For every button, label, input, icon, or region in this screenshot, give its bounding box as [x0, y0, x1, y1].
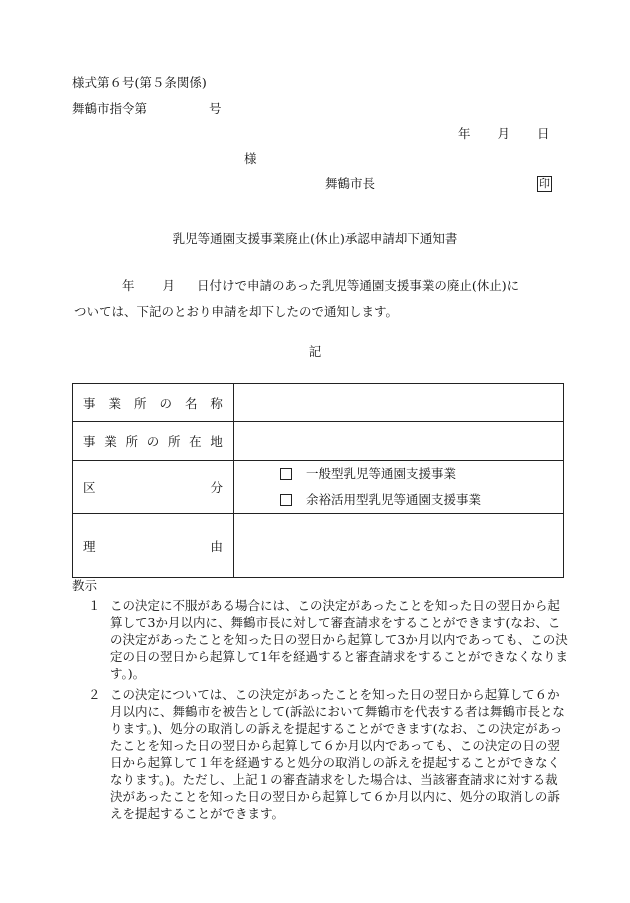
body-year: 年: [122, 278, 135, 293]
category-option-general[interactable]: [244, 461, 553, 487]
issue-date: [458, 126, 550, 142]
label-char: 所: [125, 434, 138, 449]
application-table: [72, 383, 564, 578]
option-surplus-label: 余裕活用型乳児等通園支援事業: [306, 492, 482, 507]
notice-item-1: [72, 597, 568, 682]
category-label-right: 分: [210, 480, 223, 495]
table-row-facility-name: [73, 384, 564, 422]
reason-label-right: 由: [210, 538, 223, 554]
label-char: 称: [210, 395, 223, 411]
date-year: 年: [458, 126, 471, 141]
body-text-1: 日付けで申請のあった乳児等通園支援事業の廃止(休止)に: [197, 278, 520, 293]
checkbox-surplus[interactable]: [280, 494, 292, 506]
reference-number-prefix: 舞鶴市指令第: [72, 101, 148, 116]
form-number: 様式第６号(第５条関係): [72, 75, 207, 90]
label-char: 名: [184, 395, 198, 411]
body-line-1: [74, 273, 566, 299]
label-char: 所: [167, 434, 181, 449]
table-row-reason: [73, 514, 564, 578]
label-char: 事: [83, 395, 96, 411]
category-label-left: 区: [83, 480, 96, 495]
facility-address-label: [73, 422, 234, 461]
addressee-suffix: 様: [244, 151, 257, 166]
issuer-name: 舞鶴市長: [325, 176, 376, 191]
body-month: 月: [162, 278, 176, 293]
facility-address-value[interactable]: [234, 422, 564, 461]
ki-heading: 記: [308, 344, 322, 359]
notice-item-text: この決定については、この決定があったことを知った日の翌日から起算して６か月以内に、舞鶴市を被告として(訴訟において舞鶴市を代表する者は舞鶴市長となります。)、処分の取消しの訴えを提起することができます(なお、この決定があったことを知った日の翌日から起算して６か月以内であっても、この決定の日の翌日から起算して１年を経過すると処分の取消しの訴えを提起することができなくなります。)。ただし、上記１の審査請求をした場合は、当該審査請求に対する裁決があったことを知った日の翌日から起算して６か月以内に、処分の取消しの訴えを提起することができます。: [110, 687, 565, 821]
body-paragraph: [74, 273, 566, 325]
label-char: 地: [210, 434, 223, 449]
reference-number-suffix: 号: [209, 101, 222, 116]
reason-label-left: 理: [83, 538, 96, 554]
reason-value[interactable]: [234, 514, 564, 578]
reason-label: [73, 514, 234, 578]
label-char: 事: [83, 434, 96, 449]
reason-label-text: [83, 537, 223, 555]
facility-address-label-text: [83, 432, 223, 450]
notice-item-text: この決定に不服がある場合には、この決定があったことを知った日の翌日から起算して3か月以内に、舞鶴市長に対して審査請求をすることができます(なお、この決定があったことを知った日の翌日から起算して3か月以内であっても、この決定の日の翌日から起算して1年を経過すると審査請求をすることができなくなります。)。: [110, 598, 568, 681]
facility-name-label: [73, 384, 234, 422]
date-day: 日: [537, 126, 550, 141]
label-char: 所: [133, 395, 147, 411]
option-general-label: 一般型乳児等通園支援事業: [306, 466, 457, 481]
label-char: の: [159, 395, 172, 411]
checkbox-general[interactable]: [280, 468, 292, 480]
category-option-surplus[interactable]: [244, 487, 553, 513]
body-line-2: ついては、下記のとおり申請を却下したので通知します。: [74, 304, 399, 319]
document-title: 乳児等通園支援事業廃止(休止)承認申請却下通知書: [172, 231, 458, 246]
notice-item-number: ２: [88, 687, 101, 702]
date-month: 月: [497, 126, 511, 141]
facility-name-label-text: [83, 394, 223, 412]
reference-number: [72, 101, 222, 117]
notice-item-number: １: [88, 598, 101, 613]
category-label: [73, 461, 234, 514]
category-options: [234, 461, 564, 514]
notice-title: 教示: [72, 578, 98, 593]
table-row-facility-address: [73, 422, 564, 461]
facility-name-value[interactable]: [234, 384, 564, 422]
label-char: 業: [104, 434, 117, 449]
label-char: 業: [108, 395, 121, 411]
notice-item-2: [72, 686, 568, 822]
seal-mark: 印: [539, 177, 550, 190]
category-label-text: [83, 478, 223, 496]
label-char: 在: [189, 434, 202, 449]
table-row-category: [73, 461, 564, 514]
label-char: の: [146, 434, 160, 449]
